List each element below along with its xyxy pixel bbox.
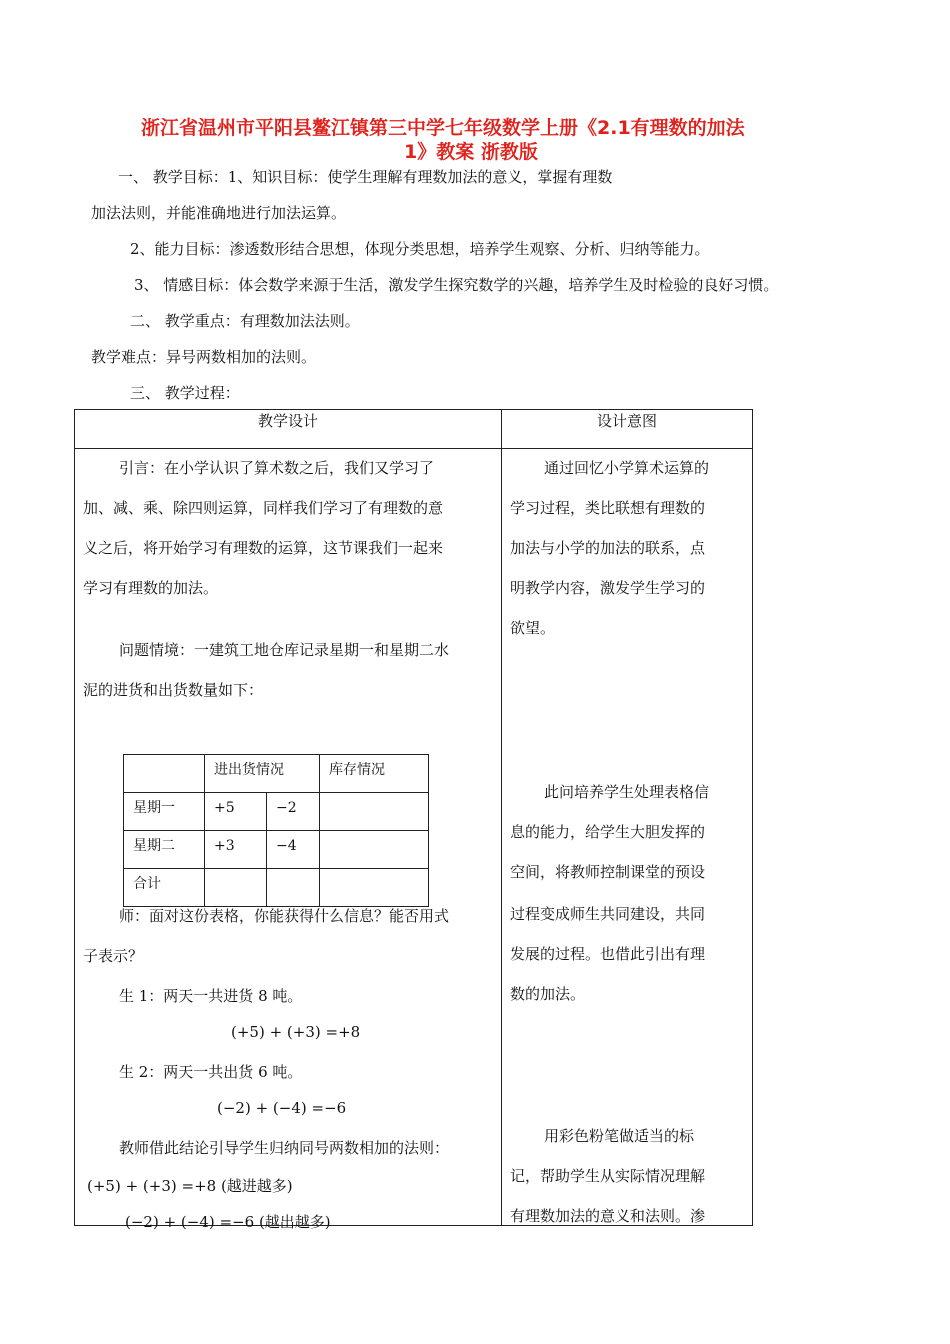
left-line: (+5) + (+3) =+8 (越进越多) [87, 1177, 293, 1195]
inventory-header-cell [124, 755, 205, 793]
right-line: 过程变成师生共同建设，共同 [510, 905, 706, 923]
header-teaching-design: 教学设计 [75, 410, 502, 449]
inventory-cell: 合计 [124, 869, 205, 907]
document-title-line-1: 浙江省温州市平阳县鳌江镇第三中学七年级数学上册《2.1有理数的加法 [141, 117, 745, 139]
right-line: 加法与小学的加法的联系，点 [510, 539, 706, 557]
right-line: 数的加法。 [510, 985, 586, 1003]
inventory-header-cell: 进出货情况 [205, 755, 320, 793]
right-line: 有理数加法的意义和法则。渗 [510, 1207, 706, 1225]
right-line: 用彩色粉笔做适当的标 [544, 1127, 695, 1145]
left-line: 加、减、乘、除四则运算，同样我们学习了有理数的意 [83, 499, 444, 517]
right-line: 通过回忆小学算术运算的 [544, 459, 710, 477]
left-line: 生 2：两天一共出货 6 吨。 [119, 1063, 303, 1081]
left-line: 生 1：两天一共进货 8 吨。 [119, 987, 303, 1005]
goal-knowledge-a: 一、 教学目标：1、知识目标：使学生理解有理数加法的意义，掌握有理数 [118, 168, 613, 186]
inventory-cell [205, 869, 267, 907]
right-line: 明教学内容，激发学生学习的 [510, 579, 706, 597]
header-design-intent: 设计意图 [502, 410, 753, 449]
left-line: 学习有理数的加法。 [83, 579, 219, 597]
lesson-table [74, 409, 753, 1231]
right-line: 发展的过程。也借此引出有理 [510, 945, 706, 963]
inventory-cell: +5 [205, 793, 267, 831]
left-line: 子表示？ [83, 947, 144, 965]
right-line: 学习过程，类比联想有理数的 [510, 499, 706, 517]
inventory-cell [267, 869, 320, 907]
left-line: 问题情境：一建筑工地仓库记录星期一和星期二水 [119, 641, 450, 659]
inventory-cell: +3 [205, 831, 267, 869]
inventory-cell [320, 793, 429, 831]
design-intent-cell [502, 449, 752, 1225]
inventory-cell: −4 [267, 831, 320, 869]
left-line: 师：面对这份表格，你能获得什么信息？能否用式 [119, 907, 450, 925]
inventory-cell [320, 869, 429, 907]
difficulty: 教学难点：异号两数相加的法则。 [91, 348, 317, 366]
right-line: 记，帮助学生从实际情况理解 [510, 1167, 706, 1185]
inventory-cell: 星期二 [124, 831, 205, 869]
inventory-cell: −2 [267, 793, 320, 831]
key-point: 二、 教学重点：有理数加法法则。 [130, 312, 360, 330]
inventory-cell [320, 831, 429, 869]
left-line: 泥的进货和出货数量如下： [83, 681, 264, 699]
document-title-line-2: 1》教案 浙教版 [404, 141, 538, 163]
process-heading: 三、 教学过程： [130, 384, 240, 402]
left-line: 教师借此结论引导学生归纳同号两数相加的法则： [119, 1139, 450, 1157]
left-line: (−2) + (−4) =−6 (越出越多) [125, 1213, 331, 1231]
left-line: (+5) + (+3) =+8 [231, 1023, 361, 1041]
teaching-design-cell [75, 449, 501, 1231]
goal-ability: 2、能力目标：渗透数形结合思想，体现分类思想，培养学生观察、分析、归纳等能力。 [130, 240, 710, 258]
left-line: 引言：在小学认识了算术数之后，我们又学习了 [119, 459, 435, 477]
right-line: 欲望。 [510, 619, 556, 637]
left-line: 义之后，将开始学习有理数的运算，这节课我们一起来 [83, 539, 444, 557]
inventory-table [123, 754, 429, 907]
right-line: 空间，将教师控制课堂的预设 [510, 863, 706, 881]
inventory-cell: 星期一 [124, 793, 205, 831]
right-line: 此问培养学生处理表格信 [544, 783, 710, 801]
inventory-header-cell: 库存情况 [320, 755, 429, 793]
left-line: (−2) + (−4) =−6 [217, 1099, 347, 1117]
goal-emotion: 3、 情感目标：体会数学来源于生活，激发学生探究数学的兴趣，培养学生及时检验的良好习惯。 [134, 276, 779, 294]
right-line: 息的能力，给学生大胆发挥的 [510, 823, 706, 841]
goal-knowledge-b: 加法法则，并能准确地进行加法运算。 [91, 204, 347, 222]
